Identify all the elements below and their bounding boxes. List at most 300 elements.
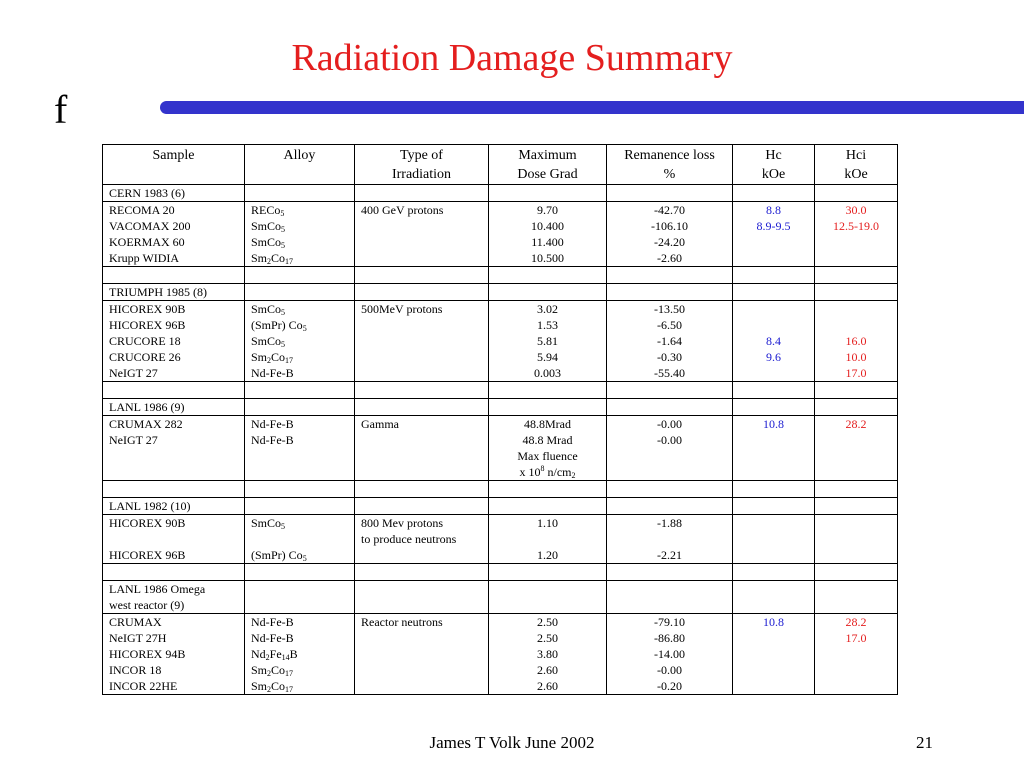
irradiation-value [361,365,482,381]
irradiation-value [361,432,482,448]
empty-cell [103,564,245,581]
alloy-formula [251,464,348,480]
empty-cell [245,564,355,581]
sample-cell [103,515,245,564]
remanence-cell [607,614,733,695]
empty-cell [607,267,733,284]
dose-value: Max fluence [517,449,578,463]
empty-cell [489,564,607,581]
table-header [103,145,898,185]
irradiation-value: Reactor neutrons [361,615,443,629]
header-remanence [607,145,733,185]
hci-value [821,464,891,480]
spacer-row [103,382,898,399]
dose-value: 48.8Mrad [524,417,571,431]
empty-cell [103,481,245,498]
group-label-row [103,284,898,301]
alloy-formula [251,678,348,694]
remanence-value: -42.70 [654,203,685,217]
hci-value [821,678,891,694]
formula-text: Sm [251,251,268,265]
remanence-value [613,448,726,464]
header-text: Hc [765,148,782,163]
empty-cell [733,267,815,284]
sample-value: INCOR 18 [109,663,162,677]
dose-value: 10.400 [531,219,564,233]
alloy-cell [245,416,355,481]
header-row [103,145,898,185]
formula-text: (SmPr) Co [251,548,303,562]
group-label [103,284,245,301]
empty-cell [815,564,898,581]
alloy-formula [251,630,348,646]
formula-text: Nd-Fe-B [251,433,294,447]
table-body [103,185,898,695]
header-text: % [663,167,676,182]
spacer-row [103,267,898,284]
irradiation-value: 400 GeV protons [361,203,444,217]
dose-value: 1.53 [537,318,558,332]
empty-cell [103,267,245,284]
alloy-formula [251,614,348,630]
irradiation-value [361,349,482,365]
group-data-row [103,515,898,564]
subscript: 2 [267,356,272,365]
header-text: Irradiation [391,167,452,182]
dose-text: n/cm [544,465,572,479]
remanence-value: -1.88 [657,516,682,530]
header-text: Remanence loss [624,148,715,163]
empty-cell [489,581,607,614]
alloy-formula [251,448,348,464]
group-label-text: LANL 1982 (10) [109,499,191,513]
irradiation-value [361,250,482,266]
sample-value [109,464,238,480]
empty-cell [607,498,733,515]
spacer-row [103,564,898,581]
page-number: 21 [916,733,933,752]
sample-cell [103,614,245,695]
alloy-formula [251,432,348,448]
subscript: 2 [571,471,576,480]
formula-text: Sm [251,350,268,364]
hc-cell [733,614,815,695]
empty-cell [245,399,355,416]
subscript: 17 [285,257,294,266]
formula-text: SmCo [251,334,282,348]
header-hci [815,145,898,185]
empty-cell [489,382,607,399]
sample-value: INCOR 22HE [109,679,178,693]
hci-value: 17.0 [845,631,867,645]
header-text: Type of [400,148,443,163]
sample-value: HICOREX 96B [109,548,186,562]
header-text: Hci [845,148,867,163]
subscript: 5 [281,308,286,317]
empty-cell [733,399,815,416]
sample-cell [103,416,245,481]
empty-cell [489,284,607,301]
formula-text: Co [271,663,286,677]
sample-value: HICOREX 90B [109,516,186,530]
alloy-cell [245,202,355,267]
header-text: Alloy [283,148,316,163]
group-label-row [103,185,898,202]
empty-cell [607,284,733,301]
empty-cell [489,481,607,498]
empty-cell [355,498,489,515]
irradiation-value [361,448,482,464]
empty-cell [245,498,355,515]
formula-text: Sm [251,663,268,677]
hc-value [739,515,808,531]
empty-cell [815,498,898,515]
title-rule [160,101,1024,114]
hc-value [739,365,808,381]
hc-value [739,250,808,266]
dose-value: 9.70 [537,203,558,217]
dose-value: 48.8 Mrad [522,433,573,447]
empty-cell [355,564,489,581]
remanence-value: -14.00 [654,647,685,661]
alloy-formula [251,515,348,531]
hci-value [821,547,891,563]
irradiation-cell [355,614,489,695]
empty-cell [733,581,815,614]
sample-value: Krupp WIDIA [109,251,180,265]
subscript: 5 [280,209,285,218]
group-label-row [103,498,898,515]
subscript: 17 [285,669,294,678]
hc-value: 10.8 [763,615,784,629]
dose-value [495,531,600,547]
hci-cell [815,416,898,481]
sample-value: KOERMAX 60 [109,235,185,249]
empty-cell [245,581,355,614]
formula-text: Co [271,251,286,265]
remanence-value [613,464,726,480]
group-data-row [103,416,898,481]
alloy-formula [251,301,348,317]
group-label [103,399,245,416]
spacer-row [103,481,898,498]
hci-cell [815,614,898,695]
formula-text: Nd-Fe-B [251,631,294,645]
remanence-value: -106.10 [651,219,688,233]
formula-text: Nd [251,647,266,661]
group-label-row [103,399,898,416]
hci-value [821,448,891,464]
empty-cell [733,185,815,202]
f-glyph: f [54,87,68,132]
alloy-formula [251,646,348,662]
sample-value: CRUCORE 18 [109,334,181,348]
dose-value: 5.94 [537,350,558,364]
dose-fluence [495,464,600,480]
remanence-value: -79.10 [654,615,685,629]
hc-value: 8.9-9.5 [756,219,791,233]
dose-cell [489,416,607,481]
irradiation-value [361,333,482,349]
hc-cell [733,515,815,564]
dose-value: 1.20 [537,548,558,562]
alloy-formula [251,250,348,266]
irradiation-value: 800 Mev protons [361,516,443,530]
formula-text: Nd-Fe-B [251,417,294,431]
hci-value: 17.0 [845,366,867,380]
hc-value [739,234,808,250]
alloy-formula [251,547,348,563]
empty-cell [245,284,355,301]
empty-cell [245,382,355,399]
remanence-value: -2.21 [657,548,682,562]
empty-cell [815,382,898,399]
empty-cell [733,564,815,581]
alloy-formula [251,662,348,678]
group-label [103,581,245,614]
empty-cell [103,382,245,399]
remanence-value: -13.50 [654,302,685,316]
hc-value: 9.6 [766,350,781,364]
sample-value: VACOMAX 200 [109,219,191,233]
sample-value: NeIGT 27 [109,433,158,447]
alloy-cell [245,515,355,564]
remanence-cell [607,515,733,564]
header-text: Sample [152,148,195,163]
irradiation-value [361,317,482,333]
empty-cell [815,185,898,202]
irradiation-value: to produce neutrons [361,532,457,546]
sample-cell [103,202,245,267]
irradiation-cell [355,202,489,267]
hci-value: 30.0 [845,203,867,217]
header-dose [489,145,607,185]
empty-cell [355,481,489,498]
empty-cell [733,382,815,399]
remanence-value: -24.20 [654,235,685,249]
hc-value [739,317,808,333]
hc-cell [733,301,815,382]
superscript: 8 [540,464,545,473]
formula-text: SmCo [251,516,282,530]
hc-value [739,630,808,646]
subscript: 14 [281,653,290,662]
hci-value [821,646,891,662]
formula-text: Nd-Fe-B [251,615,294,629]
irradiation-cell [355,515,489,564]
empty-cell [815,581,898,614]
hci-value [821,432,891,448]
subscript: 2 [267,257,272,266]
hc-value [739,646,808,662]
dose-cell [489,614,607,695]
group-label-text: TRIUMPH 1985 (8) [109,285,207,299]
subscript: 5 [302,324,307,333]
hc-value: 8.4 [766,334,781,348]
hc-cell [733,202,815,267]
irradiation-cell [355,301,489,382]
remanence-value: -0.20 [657,679,682,693]
dose-value: 2.50 [537,615,558,629]
sample-value: NeIGT 27 [109,366,158,380]
empty-cell [815,284,898,301]
sample-value: CRUMAX [109,615,162,629]
header-hc [733,145,815,185]
subscript: 17 [285,685,294,694]
subscript: 2 [265,653,270,662]
hc-cell [733,416,815,481]
alloy-formula [251,234,348,250]
formula-text: SmCo [251,219,282,233]
remanence-value: -0.00 [657,433,682,447]
empty-cell [489,267,607,284]
hci-value [821,317,891,333]
sample-value: CRUCORE 26 [109,350,181,364]
sample-value [109,531,238,547]
alloy-formula [251,202,348,218]
header-sample [103,145,245,185]
remanence-value: -2.60 [657,251,682,265]
hci-cell [815,301,898,382]
subscript: 5 [281,522,286,531]
hci-value [821,234,891,250]
alloy-formula [251,317,348,333]
hci-value: 10.0 [845,350,867,364]
group-label-text: west reactor (9) [109,598,185,612]
empty-cell [607,399,733,416]
sample-value: HICOREX 94B [109,647,186,661]
group-label-text: LANL 1986 (9) [109,400,185,414]
group-data-row [103,614,898,695]
alloy-formula [251,365,348,381]
empty-cell [607,382,733,399]
dose-value: 10.500 [531,251,564,265]
remanence-cell [607,416,733,481]
formula-text: SmCo [251,302,282,316]
hc-value [739,432,808,448]
subscript: 17 [285,356,294,365]
sample-cell [103,301,245,382]
empty-cell [607,564,733,581]
formula-text: (SmPr) Co [251,318,303,332]
hc-value [739,547,808,563]
dose-cell [489,301,607,382]
empty-cell [245,267,355,284]
hci-cell [815,515,898,564]
hc-value [739,678,808,694]
empty-cell [489,399,607,416]
footer-author: James T Volk June 2002 [429,733,595,752]
hci-value [821,515,891,531]
subscript: 5 [281,340,286,349]
hc-value: 10.8 [763,417,784,431]
header-irradiation [355,145,489,185]
hc-value [739,662,808,678]
hci-value [821,250,891,266]
empty-cell [815,481,898,498]
irradiation-value [361,218,482,234]
hc-value [739,464,808,480]
remanence-value: -55.40 [654,366,685,380]
formula-text: Co [271,679,286,693]
hci-value: 16.0 [845,334,867,348]
formula-text: RECo [251,203,281,217]
remanence-cell [607,202,733,267]
empty-cell [355,284,489,301]
group-data-row [103,202,898,267]
hc-value [739,301,808,317]
group-label [103,185,245,202]
sample-value: RECOMA 20 [109,203,175,217]
header-alloy [245,145,355,185]
remanence-value: -0.00 [657,417,682,431]
empty-cell [245,185,355,202]
group-label-row [103,581,898,614]
irradiation-cell [355,416,489,481]
dose-text: x 10 [519,465,541,479]
subscript: 5 [302,554,307,563]
header-text: Dose Grad [517,167,578,182]
empty-cell [355,382,489,399]
empty-cell [355,399,489,416]
header-text: Maximum [518,148,577,163]
irradiation-value [361,547,482,563]
irradiation-value: Gamma [361,417,399,431]
hc-value [739,448,808,464]
hc-value [739,531,808,547]
empty-cell [355,581,489,614]
slide-title: Radiation Damage Summary [291,37,733,79]
dose-value: 2.60 [537,663,558,677]
dose-cell [489,202,607,267]
empty-cell [489,185,607,202]
alloy-formula [251,349,348,365]
hci-value: 28.2 [845,417,867,431]
alloy-formula [251,531,348,547]
group-label-text: CERN 1983 (6) [109,186,185,200]
alloy-cell [245,301,355,382]
sample-value [109,448,238,464]
dose-value: 3.02 [537,302,558,316]
alloy-formula [251,218,348,234]
formula-text: Co [271,350,286,364]
formula-text: Sm [251,679,268,693]
remanence-value: -1.64 [657,334,682,348]
sample-value: NeIGT 27H [109,631,167,645]
irradiation-value [361,630,482,646]
empty-cell [355,267,489,284]
dose-value: 11.400 [531,235,564,249]
remanence-value [613,531,726,547]
formula-text: Fe [269,647,282,661]
hci-value [821,662,891,678]
hci-value: 12.5-19.0 [833,219,879,233]
alloy-formula [251,416,348,432]
empty-cell [815,399,898,416]
empty-cell [733,481,815,498]
irradiation-value: 500MeV protons [361,302,443,316]
hci-cell [815,202,898,267]
remanence-value: -86.80 [654,631,685,645]
empty-cell [815,267,898,284]
radiation-summary-table [102,144,898,695]
formula-text: B [289,647,298,661]
alloy-formula [251,333,348,349]
remanence-value: -0.30 [657,350,682,364]
subscript: 5 [281,241,286,250]
formula-text: Nd-Fe-B [251,366,294,380]
empty-cell [733,284,815,301]
